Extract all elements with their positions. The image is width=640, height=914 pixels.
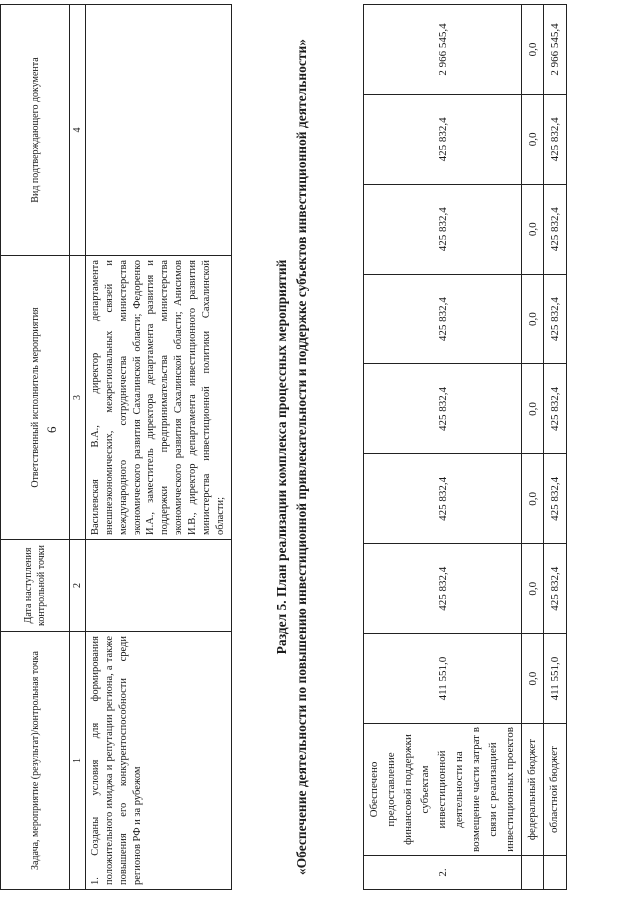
regional-value: 425 832,4 <box>544 364 566 454</box>
column-number: 4 <box>70 5 86 256</box>
date-cell <box>86 540 232 632</box>
regional-value: 425 832,4 <box>544 544 566 634</box>
header-document: Вид подтверждающего документа <box>1 5 70 256</box>
plan-header-row <box>1 5 70 890</box>
row-index: 2. <box>364 856 522 890</box>
total-value: 425 832,4 <box>364 364 522 454</box>
federal-value: 0,0 <box>522 544 544 634</box>
regional-budget-label: областной бюджет <box>544 724 566 856</box>
executor-cell: Василевская В.А., директор департамента внешнеэкономических, межрегиональных связей и международного сотрудничества министерства экономического развития Сахалинской области; Федоренко И.А., заместитель директора департамента развития и поддержки предпринимательства министерства экономического развития Сахалинской области; Анисимов И.В., директор департамента инвестиционного развития министерства инвестиционной политики Сахалинской области; <box>86 256 232 540</box>
federal-value: 0,0 <box>522 184 544 274</box>
task-cell: 1. Созданы условия для формирования положительного имиджа и репутации региона, а также повышения его конкурентоспособности среди регионов РФ и за рубежом <box>86 632 232 890</box>
section-subtitle: «Обеспечение деятельности по повышению инвестиционной привлекательности и поддержке субъектов инвестиционной деятельности» <box>293 38 309 876</box>
total-value: 411 551,0 <box>364 634 522 724</box>
federal-budget-label: федеральный бюджет <box>522 724 544 856</box>
regional-value: 425 832,4 <box>544 454 566 544</box>
section-title: Раздел 5. План реализации комплекса процессных мероприятий <box>274 259 289 655</box>
federal-value: 0,0 <box>522 274 544 364</box>
plan-table <box>0 4 232 890</box>
funding-total-row <box>364 5 522 890</box>
federal-value: 0,0 <box>522 5 544 95</box>
column-number: 1 <box>70 632 86 890</box>
section-heading <box>272 0 311 914</box>
regional-value: 2 966 545,4 <box>544 5 566 95</box>
column-number: 2 <box>70 540 86 632</box>
total-value: 2 966 545,4 <box>364 5 522 95</box>
total-value: 425 832,4 <box>364 184 522 274</box>
federal-value: 0,0 <box>522 364 544 454</box>
total-value: 425 832,4 <box>364 274 522 364</box>
header-task: Задача, мероприятие (результат)/контрольная точка <box>1 632 70 890</box>
federal-value: 0,0 <box>522 634 544 724</box>
total-value: 425 832,4 <box>364 94 522 184</box>
document-cell <box>86 5 232 256</box>
funding-table <box>363 4 567 890</box>
federal-value: 0,0 <box>522 454 544 544</box>
total-value: 425 832,4 <box>364 544 522 634</box>
regional-value: 425 832,4 <box>544 94 566 184</box>
federal-value: 0,0 <box>522 94 544 184</box>
regional-value: 425 832,4 <box>544 184 566 274</box>
page-number: 6 <box>44 426 59 433</box>
total-value: 425 832,4 <box>364 454 522 544</box>
header-executor: Ответственный исполнитель мероприятия <box>1 256 70 540</box>
regional-value: 411 551,0 <box>544 634 566 724</box>
column-number: 3 <box>70 256 86 540</box>
regional-value: 425 832,4 <box>544 274 566 364</box>
funding-federal-row <box>522 5 544 890</box>
funding-description: Обеспечено предоставление финансовой поддержки субъектам инвестиционной деятельности на возмещение части затрат в связи с реализацией инвестиционных проектов <box>364 724 522 856</box>
funding-regional-row <box>544 5 566 890</box>
header-date: Дата наступления контрольной точки <box>1 540 70 632</box>
plan-row <box>86 5 232 890</box>
column-number-row <box>70 5 86 890</box>
